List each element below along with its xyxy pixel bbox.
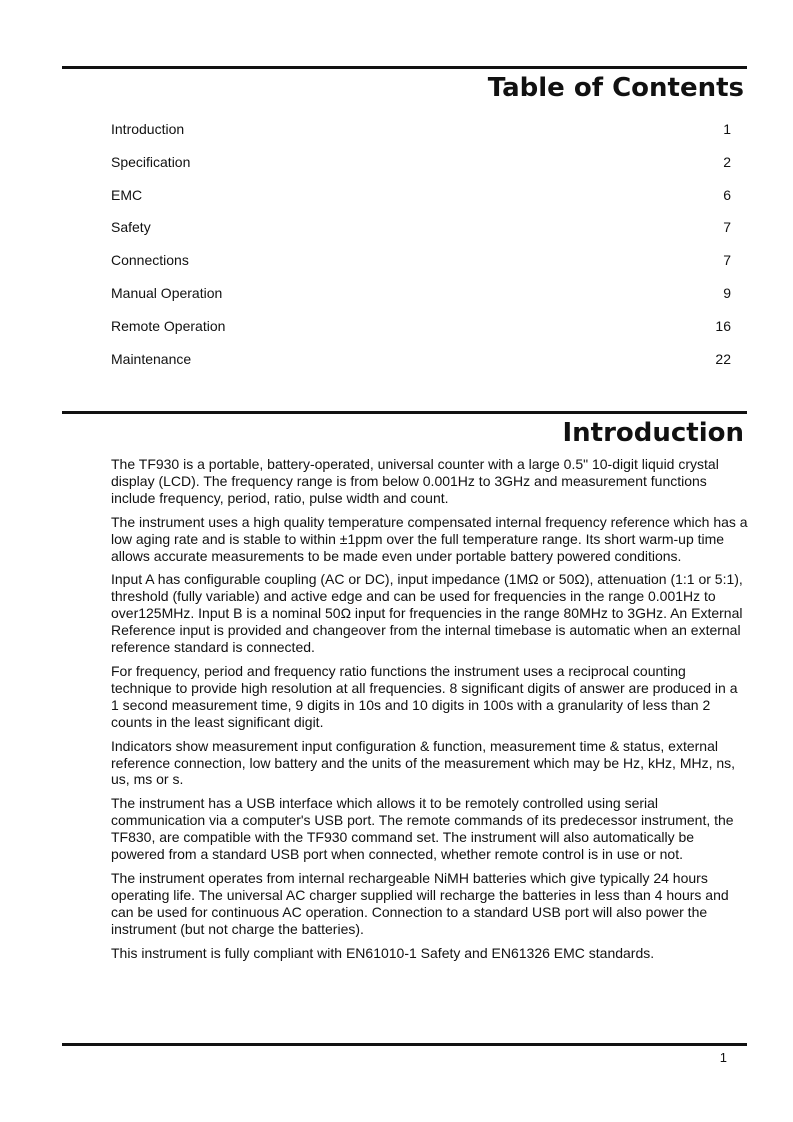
top-rule (62, 66, 747, 69)
toc-entry-label: EMC (111, 186, 143, 203)
intro-paragraph: The TF930 is a portable, battery-operated, universal counter with a large 0.5" 10-digit liquid crystal display (LCD). The frequency range is from below 0.001Hz to 3GHz and measurement functions include frequency, period, ratio, pulse width and count. (111, 456, 719, 506)
intro-paragraph: The instrument uses a high quality temperature compensated internal frequency reference which has a low aging rate and is stable to within ±1ppm over the full temperature range. Its short warm-up time allows accurate measurements to be made even under portable battery powered conditions. (111, 513, 748, 564)
toc-title: Table of Contents (487, 73, 744, 103)
toc-entry-label: Safety (111, 219, 151, 236)
toc-entry-page: 1 (723, 121, 731, 137)
toc-entry-connections[interactable] (111, 250, 731, 283)
toc-entry-specification[interactable] (111, 152, 731, 185)
toc-entry-label: Remote Operation (111, 317, 226, 334)
toc-entry-page: 7 (723, 219, 731, 236)
intro-paragraph: The instrument has a USB interface which allows it to be remotely controlled using serial communication via a computer's USB port. The remote commands of its predecessor instrument, the TF830, are compatible with the TF930 command set. The instrument will also automatically be powered from a standard USB port when connected, whether remote control is in use or not. (111, 795, 734, 863)
intro-paragraph: For frequency, period and frequency ratio functions the instrument uses a reciprocal counting technique to provide high resolution at all frequencies. 8 significant digits of answer are produced in a 1 second measurement time, 9 digits in 10s and 10 digits in 100s with a granularity of less than 2 counts in the least significant digit. (111, 662, 738, 730)
toc-entry-label: Specification (111, 153, 191, 170)
toc-entry-page: 16 (715, 317, 731, 334)
toc-entry-label: Introduction (111, 121, 185, 137)
introduction-body (111, 456, 748, 968)
toc-entry-page: 6 (723, 186, 731, 203)
intro-paragraph: Input A has configurable coupling (AC or DC), input impedance (1MΩ or 50Ω), attenuation (1:1 or 5:1), threshold (fully variable) and active edge and can be used for frequencies in the range 0.001Hz to over125MHz. Input B is a nominal 50Ω input for frequencies in the range 80MHz to 3GHz. An External Reference input is provided and changeover from the internal timebase is automatic when an external reference standard is connected. (111, 571, 743, 656)
toc-entry-safety[interactable] (111, 217, 731, 250)
toc-entry-manual-operation[interactable] (111, 283, 731, 316)
toc-entry-label: Maintenance (111, 350, 192, 367)
toc-entry-maintenance[interactable] (111, 349, 731, 382)
toc-entry-page: 2 (723, 153, 731, 170)
section-rule (62, 411, 747, 414)
intro-paragraph: Indicators show measurement input configuration & function, measurement time & status, external reference connection, low battery and the units of the measurement which may be Hz, kHz, MHz, ns, us, ms or s. (111, 737, 736, 788)
intro-paragraph: This instrument is fully compliant with EN61010-1 Safety and EN61326 EMC standards. (111, 944, 655, 961)
footer-rule (62, 1043, 747, 1046)
toc-entry-label: Connections (111, 252, 189, 269)
introduction-title: Introduction (562, 418, 744, 448)
toc-entry-page: 22 (715, 350, 731, 367)
toc-entry-page: 9 (723, 284, 731, 301)
table-of-contents (111, 119, 731, 381)
toc-entry-page: 7 (723, 252, 731, 269)
page-number: 1 (719, 1050, 727, 1065)
toc-entry-label: Manual Operation (111, 284, 223, 301)
toc-entry-emc[interactable] (111, 185, 731, 218)
intro-paragraph: The instrument operates from internal rechargeable NiMH batteries which give typically 24 hours operating life. The universal AC charger supplied will recharge the batteries in less than 4 hours and can be used for continuous AC operation. Connection to a standard USB port will also power the instrument (but not charge the batteries). (111, 869, 729, 937)
toc-entry-introduction[interactable] (111, 119, 731, 152)
toc-entry-remote-operation[interactable] (111, 316, 731, 349)
